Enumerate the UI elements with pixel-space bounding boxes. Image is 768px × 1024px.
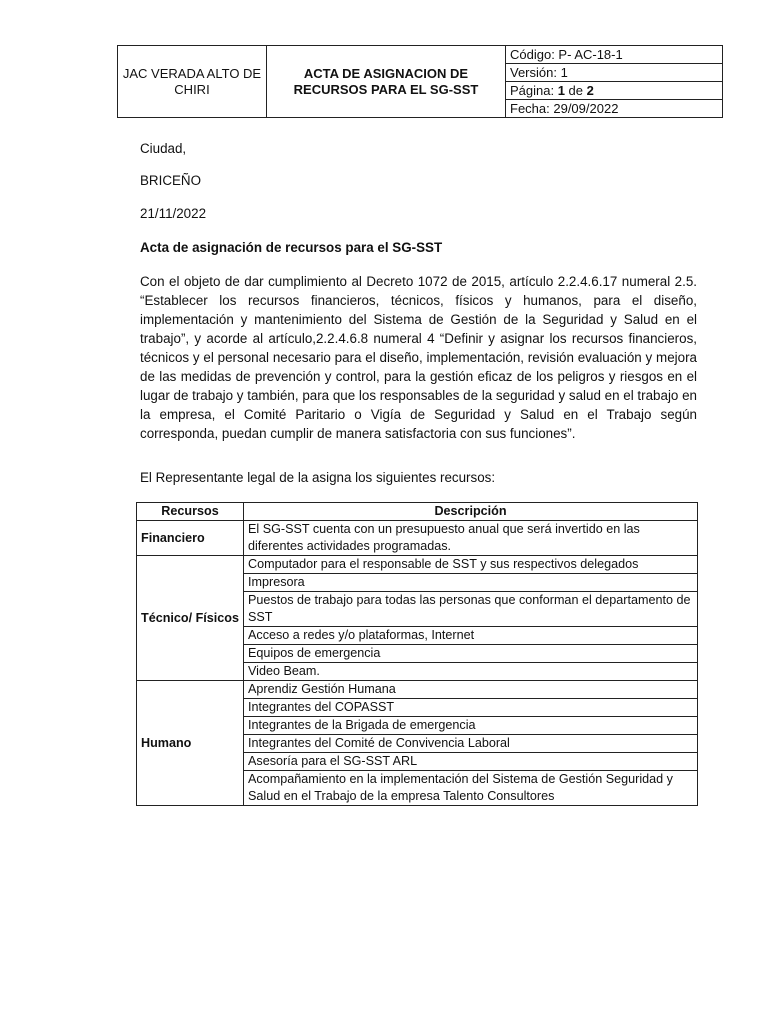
col-header-descripcion: Descripción xyxy=(244,503,698,521)
codigo-field: Código: P- AC-18-1 xyxy=(506,46,723,64)
pagina-field xyxy=(506,82,723,100)
resource-item: Equipos de emergencia xyxy=(244,645,698,663)
resource-item: Puestos de trabajo para todas las personas que conforman el departamento de SST xyxy=(244,592,698,627)
resource-item: Asesoría para el SG-SST ARL xyxy=(244,753,698,771)
body-paragraph: Con el objeto de dar cumplimiento al Decreto 1072 de 2015, artículo 2.2.4.6.17 numeral 2.5. “Establecer los recursos financieros, técnicos, físicos y humanos, para el diseño, implementación y mantenimiento del Sistema de Gestión de la Seguridad y Salud en el trabajo”, y acorde al artículo,2.2.4.6.8 numeral 4 “Definir y asignar los recursos financieros, técnicos y el personal necesario para el diseño, implementación, revisión evaluación y mejora de las medidas de prevención y control, para la gestión eficaz de los peligros y riesgos en el lugar de trabajo y también, para que los responsables de la seguridad y salud en el trabajo en la empresa, el Comité Paritario o Vigía de Seguridad y Salud en el Trabajo según corresponda, puedan cumplir de manera satisfactoria con sus funciones”. xyxy=(140,274,697,441)
pagina-de: de xyxy=(564,82,587,98)
resource-item: Acompañamiento en la implementación del Sistema de Gestión Seguridad y Salud en el Trabajo de la empresa Talento Consultores xyxy=(244,771,698,806)
ciudad-label: Ciudad, xyxy=(140,141,187,156)
version-field: Versión: 1 xyxy=(506,64,723,82)
resource-item: Aprendiz Gestión Humana xyxy=(244,681,698,699)
table-row xyxy=(137,521,698,556)
lugar-text: BRICEÑO xyxy=(140,173,202,188)
col-header-recursos: Recursos xyxy=(137,503,244,521)
resources-table xyxy=(136,502,698,806)
group-tecnico: Técnico/ Físicos xyxy=(137,556,244,681)
pagina-number: 1 xyxy=(557,82,565,98)
date-text: 21/11/2022 xyxy=(140,206,207,221)
document-header xyxy=(117,45,723,118)
section-heading: Acta de asignación de recursos para el SG-SST xyxy=(140,240,443,255)
resource-item: Computador para el responsable de SST y sus respectivos delegados xyxy=(244,556,698,574)
pagina-total: 2 xyxy=(586,82,594,98)
resource-item: El SG-SST cuenta con un presupuesto anual que será invertido en las diferentes actividades programadas. xyxy=(244,521,698,556)
resource-item: Integrantes de la Brigada de emergencia xyxy=(244,717,698,735)
resource-item: Integrantes del Comité de Convivencia Laboral xyxy=(244,735,698,753)
resource-item: Video Beam. xyxy=(244,663,698,681)
resource-item: Acceso a redes y/o plataformas, Internet xyxy=(244,627,698,645)
group-financiero: Financiero xyxy=(137,521,244,556)
resource-item: Integrantes del COPASST xyxy=(244,699,698,717)
organization-name: JAC VERADA ALTO DE CHIRI xyxy=(118,46,267,118)
intro-text: El Representante legal de la asigna los siguientes recursos: xyxy=(140,470,496,485)
resource-item: Impresora xyxy=(244,574,698,592)
table-row xyxy=(137,681,698,699)
fecha-field: Fecha: 29/09/2022 xyxy=(506,100,723,118)
table-row xyxy=(137,556,698,574)
table-header-row xyxy=(137,503,698,521)
pagina-label: Página: xyxy=(510,82,558,98)
document-title: ACTA DE ASIGNACION DE RECURSOS PARA EL SG-SST xyxy=(267,46,506,118)
group-humano: Humano xyxy=(137,681,244,806)
